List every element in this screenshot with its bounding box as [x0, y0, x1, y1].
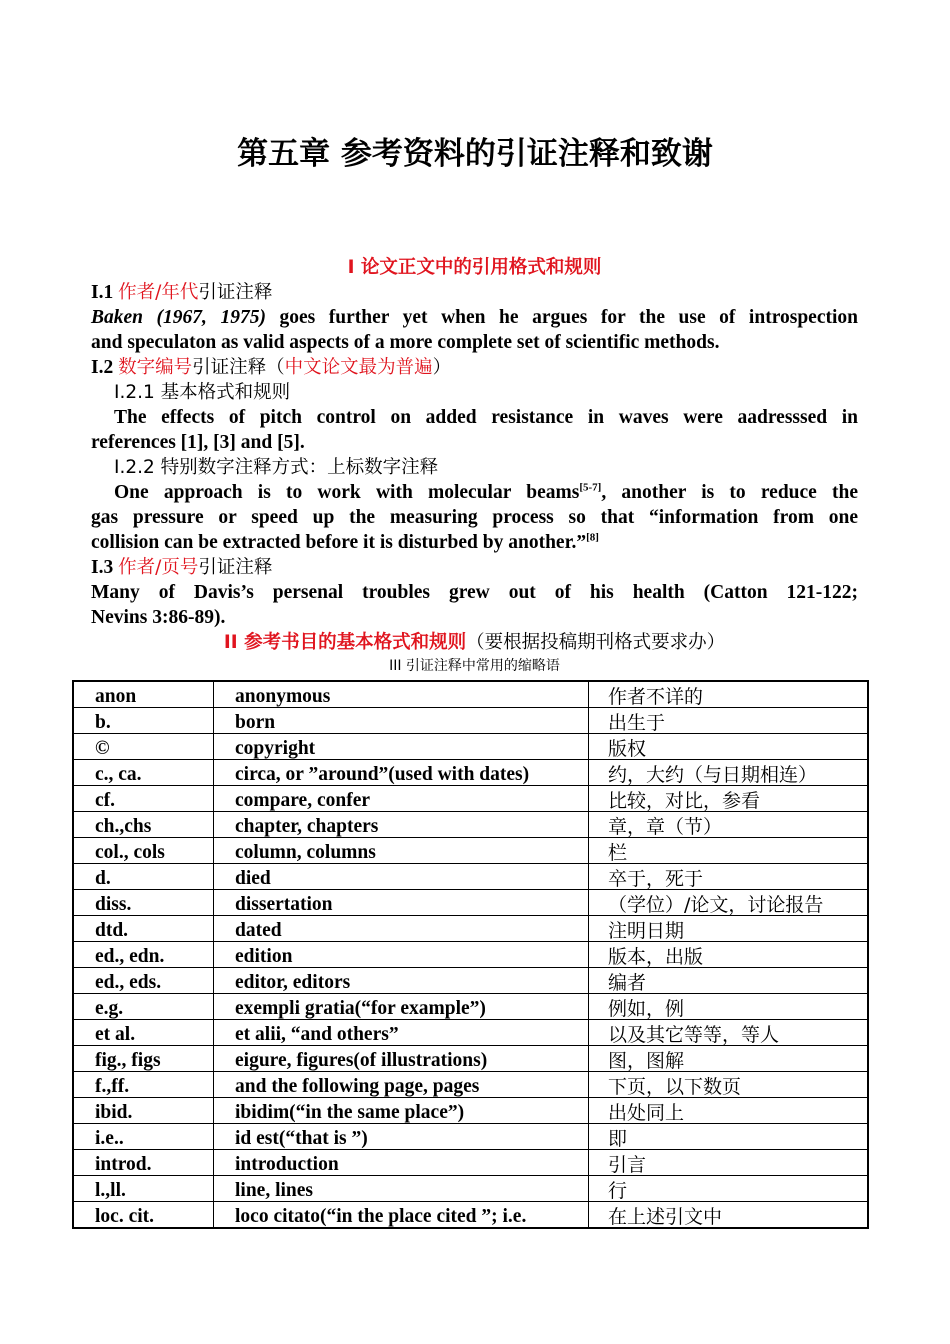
- abbreviation-table: [72, 680, 869, 1229]
- highlight-text: 中文论文最为普遍: [284, 357, 433, 378]
- chinese-meaning-cell: （学位）/论文，讨论报告: [589, 890, 869, 916]
- table-row: [73, 890, 868, 916]
- chinese-meaning-cell: 作者不详的: [589, 681, 869, 708]
- chinese-meaning-cell: 以及其它等等，等人: [589, 1020, 869, 1046]
- example-line: [91, 305, 858, 330]
- meaning-cell: id est(“that is ”): [214, 1124, 589, 1150]
- table-caption: III 引证注释中常用的缩略语: [389, 658, 560, 674]
- meaning-cell: editor, editors: [214, 968, 589, 994]
- abbreviation-cell: col., cols: [73, 838, 214, 864]
- table-row: [73, 812, 868, 838]
- chinese-meaning-cell: 比较，对比，参看: [589, 786, 869, 812]
- table-row: [73, 681, 868, 708]
- example-line: references [1], [3] and [5].: [91, 432, 305, 453]
- abbreviation-cell: i.e..: [73, 1124, 214, 1150]
- document-body: [91, 255, 858, 676]
- table-row: [73, 1098, 868, 1124]
- abbreviation-cell: cf.: [73, 786, 214, 812]
- abbreviation-cell: anon: [73, 681, 214, 708]
- chinese-meaning-cell: 下页，以下数页: [589, 1072, 869, 1098]
- meaning-cell: copyright: [214, 734, 589, 760]
- example-line: Nevins 3:86-89).: [91, 607, 226, 628]
- table-row: [73, 838, 868, 864]
- section-1-2-2-heading: I.2.2 特别数字注释方式：上标数字注释: [114, 457, 439, 478]
- chapter-title: 第五章 参考资料的引证注释和致谢: [237, 136, 713, 172]
- table-row: [73, 1072, 868, 1098]
- meaning-cell: ibidim(“in the same place”): [214, 1098, 589, 1124]
- section-number: I.1: [91, 282, 119, 303]
- meaning-cell: line, lines: [214, 1176, 589, 1202]
- superscript-citation: [5-7]: [579, 481, 602, 494]
- section-number: I.2: [91, 357, 119, 378]
- meaning-cell: column, columns: [214, 838, 589, 864]
- example-citation: Baken (1967, 1975): [91, 307, 266, 328]
- heading-text: ）: [432, 357, 452, 378]
- abbreviation-cell: fig., figs: [73, 1046, 214, 1072]
- table-row: [73, 942, 868, 968]
- meaning-cell: died: [214, 864, 589, 890]
- chinese-meaning-cell: 约，大约（与日期相连）: [589, 760, 869, 786]
- table-row: [73, 760, 868, 786]
- chinese-meaning-cell: 出生于: [589, 708, 869, 734]
- chinese-meaning-cell: 章，章（节）: [589, 812, 869, 838]
- abbreviation-cell: f.,ff.: [73, 1072, 214, 1098]
- abbreviation-cell: ibid.: [73, 1098, 214, 1124]
- abbreviation-cell: ch.,chs: [73, 812, 214, 838]
- meaning-cell: chapter, chapters: [214, 812, 589, 838]
- abbreviation-cell: diss.: [73, 890, 214, 916]
- meaning-cell: introduction: [214, 1150, 589, 1176]
- table-row: [73, 968, 868, 994]
- abbreviation-cell: et al.: [73, 1020, 214, 1046]
- example-line: [91, 530, 858, 555]
- example-text: One approach is to work with molecular beams: [114, 482, 580, 503]
- chinese-meaning-cell: 编者: [589, 968, 869, 994]
- abbreviation-cell: l.,ll.: [73, 1176, 214, 1202]
- example-text: , another is to reduce the: [601, 482, 859, 503]
- example-text: goes further yet when he argues for the use of introspection: [265, 307, 858, 328]
- chinese-meaning-cell: 版权: [589, 734, 869, 760]
- table-row: [73, 1176, 868, 1202]
- chinese-meaning-cell: 行: [589, 1176, 869, 1202]
- abbreviation-cell: loc. cit.: [73, 1202, 214, 1229]
- table-row: [73, 708, 868, 734]
- example-line: [91, 480, 858, 505]
- chinese-meaning-cell: 注明日期: [589, 916, 869, 942]
- meaning-cell: born: [214, 708, 589, 734]
- table-row: [73, 1124, 868, 1150]
- table-row: [73, 864, 868, 890]
- superscript-citation: [8]: [586, 531, 599, 544]
- heading-text: 引证注释: [198, 282, 273, 303]
- abbreviation-cell: dtd.: [73, 916, 214, 942]
- example-line: Many of Davis’s persenal troubles grew out of his health (Catton 121-122;: [91, 582, 858, 603]
- abbreviation-cell: introd.: [73, 1150, 214, 1176]
- chinese-meaning-cell: 栏: [589, 838, 869, 864]
- abbreviation-cell: d.: [73, 864, 214, 890]
- table-row: [73, 1046, 868, 1072]
- example-line: The effects of pitch control on added resistance in waves were aadresssed in: [114, 407, 858, 428]
- example-text: collision can be extracted before it is disturbed by another.”: [91, 532, 587, 553]
- meaning-cell: and the following page, pages: [214, 1072, 589, 1098]
- meaning-cell: circa, or ”around”(used with dates): [214, 760, 589, 786]
- abbreviation-cell: ed., eds.: [73, 968, 214, 994]
- section-1-heading: I 论文正文中的引用格式和规则: [347, 257, 602, 278]
- section-number: I.3: [91, 557, 119, 578]
- chinese-meaning-cell: 在上述引文中: [589, 1202, 869, 1229]
- meaning-cell: et alii, “and others”: [214, 1020, 589, 1046]
- abbreviation-cell: c., ca.: [73, 760, 214, 786]
- chinese-meaning-cell: 出处同上: [589, 1098, 869, 1124]
- abbreviation-cell: ed., edn.: [73, 942, 214, 968]
- highlight-text: 作者/页号: [118, 557, 199, 578]
- chinese-meaning-cell: 引言: [589, 1150, 869, 1176]
- section-1-1-heading: [91, 280, 858, 305]
- example-line: and speculaton as valid aspects of a more complete set of scientific methods.: [91, 332, 720, 353]
- chinese-meaning-cell: 例如，例: [589, 994, 869, 1020]
- abbreviation-cell: b.: [73, 708, 214, 734]
- meaning-cell: edition: [214, 942, 589, 968]
- heading-text: （要根据投稿期刊格式要求办）: [466, 632, 726, 653]
- section-1-3-heading: [91, 555, 858, 580]
- heading-text: 引证注释（: [192, 357, 285, 378]
- table-row: [73, 1150, 868, 1176]
- section-1-2-1-heading: I.2.1 基本格式和规则: [114, 382, 291, 403]
- table-row: [73, 734, 868, 760]
- abbreviation-cell: ©: [73, 734, 214, 760]
- abbreviation-cell: e.g.: [73, 994, 214, 1020]
- highlight-text: 作者/年代: [118, 282, 199, 303]
- meaning-cell: loco citato(“in the place cited ”; i.e.: [214, 1202, 589, 1229]
- meaning-cell: dated: [214, 916, 589, 942]
- table-row: [73, 1020, 868, 1046]
- meaning-cell: exempli gratia(“for example”): [214, 994, 589, 1020]
- heading-text: 引证注释: [198, 557, 273, 578]
- table-row: [73, 994, 868, 1020]
- meaning-cell: eigure, figures(of illustrations): [214, 1046, 589, 1072]
- table-row: [73, 916, 868, 942]
- meaning-cell: compare, confer: [214, 786, 589, 812]
- meaning-cell: dissertation: [214, 890, 589, 916]
- chinese-meaning-cell: 版本，出版: [589, 942, 869, 968]
- chinese-meaning-cell: 卒于，死于: [589, 864, 869, 890]
- table-row: [73, 1202, 868, 1229]
- meaning-cell: anonymous: [214, 681, 589, 708]
- chinese-meaning-cell: 即: [589, 1124, 869, 1150]
- section-1-2-heading: [91, 355, 858, 380]
- highlight-text: 数字编号: [118, 357, 193, 378]
- section-2-heading: [91, 630, 858, 655]
- example-line: gas pressure or speed up the measuring process so that “information from one: [91, 507, 858, 528]
- table-row: [73, 786, 868, 812]
- chinese-meaning-cell: 图，图解: [589, 1046, 869, 1072]
- highlight-text: II 参考书目的基本格式和规则: [223, 632, 467, 653]
